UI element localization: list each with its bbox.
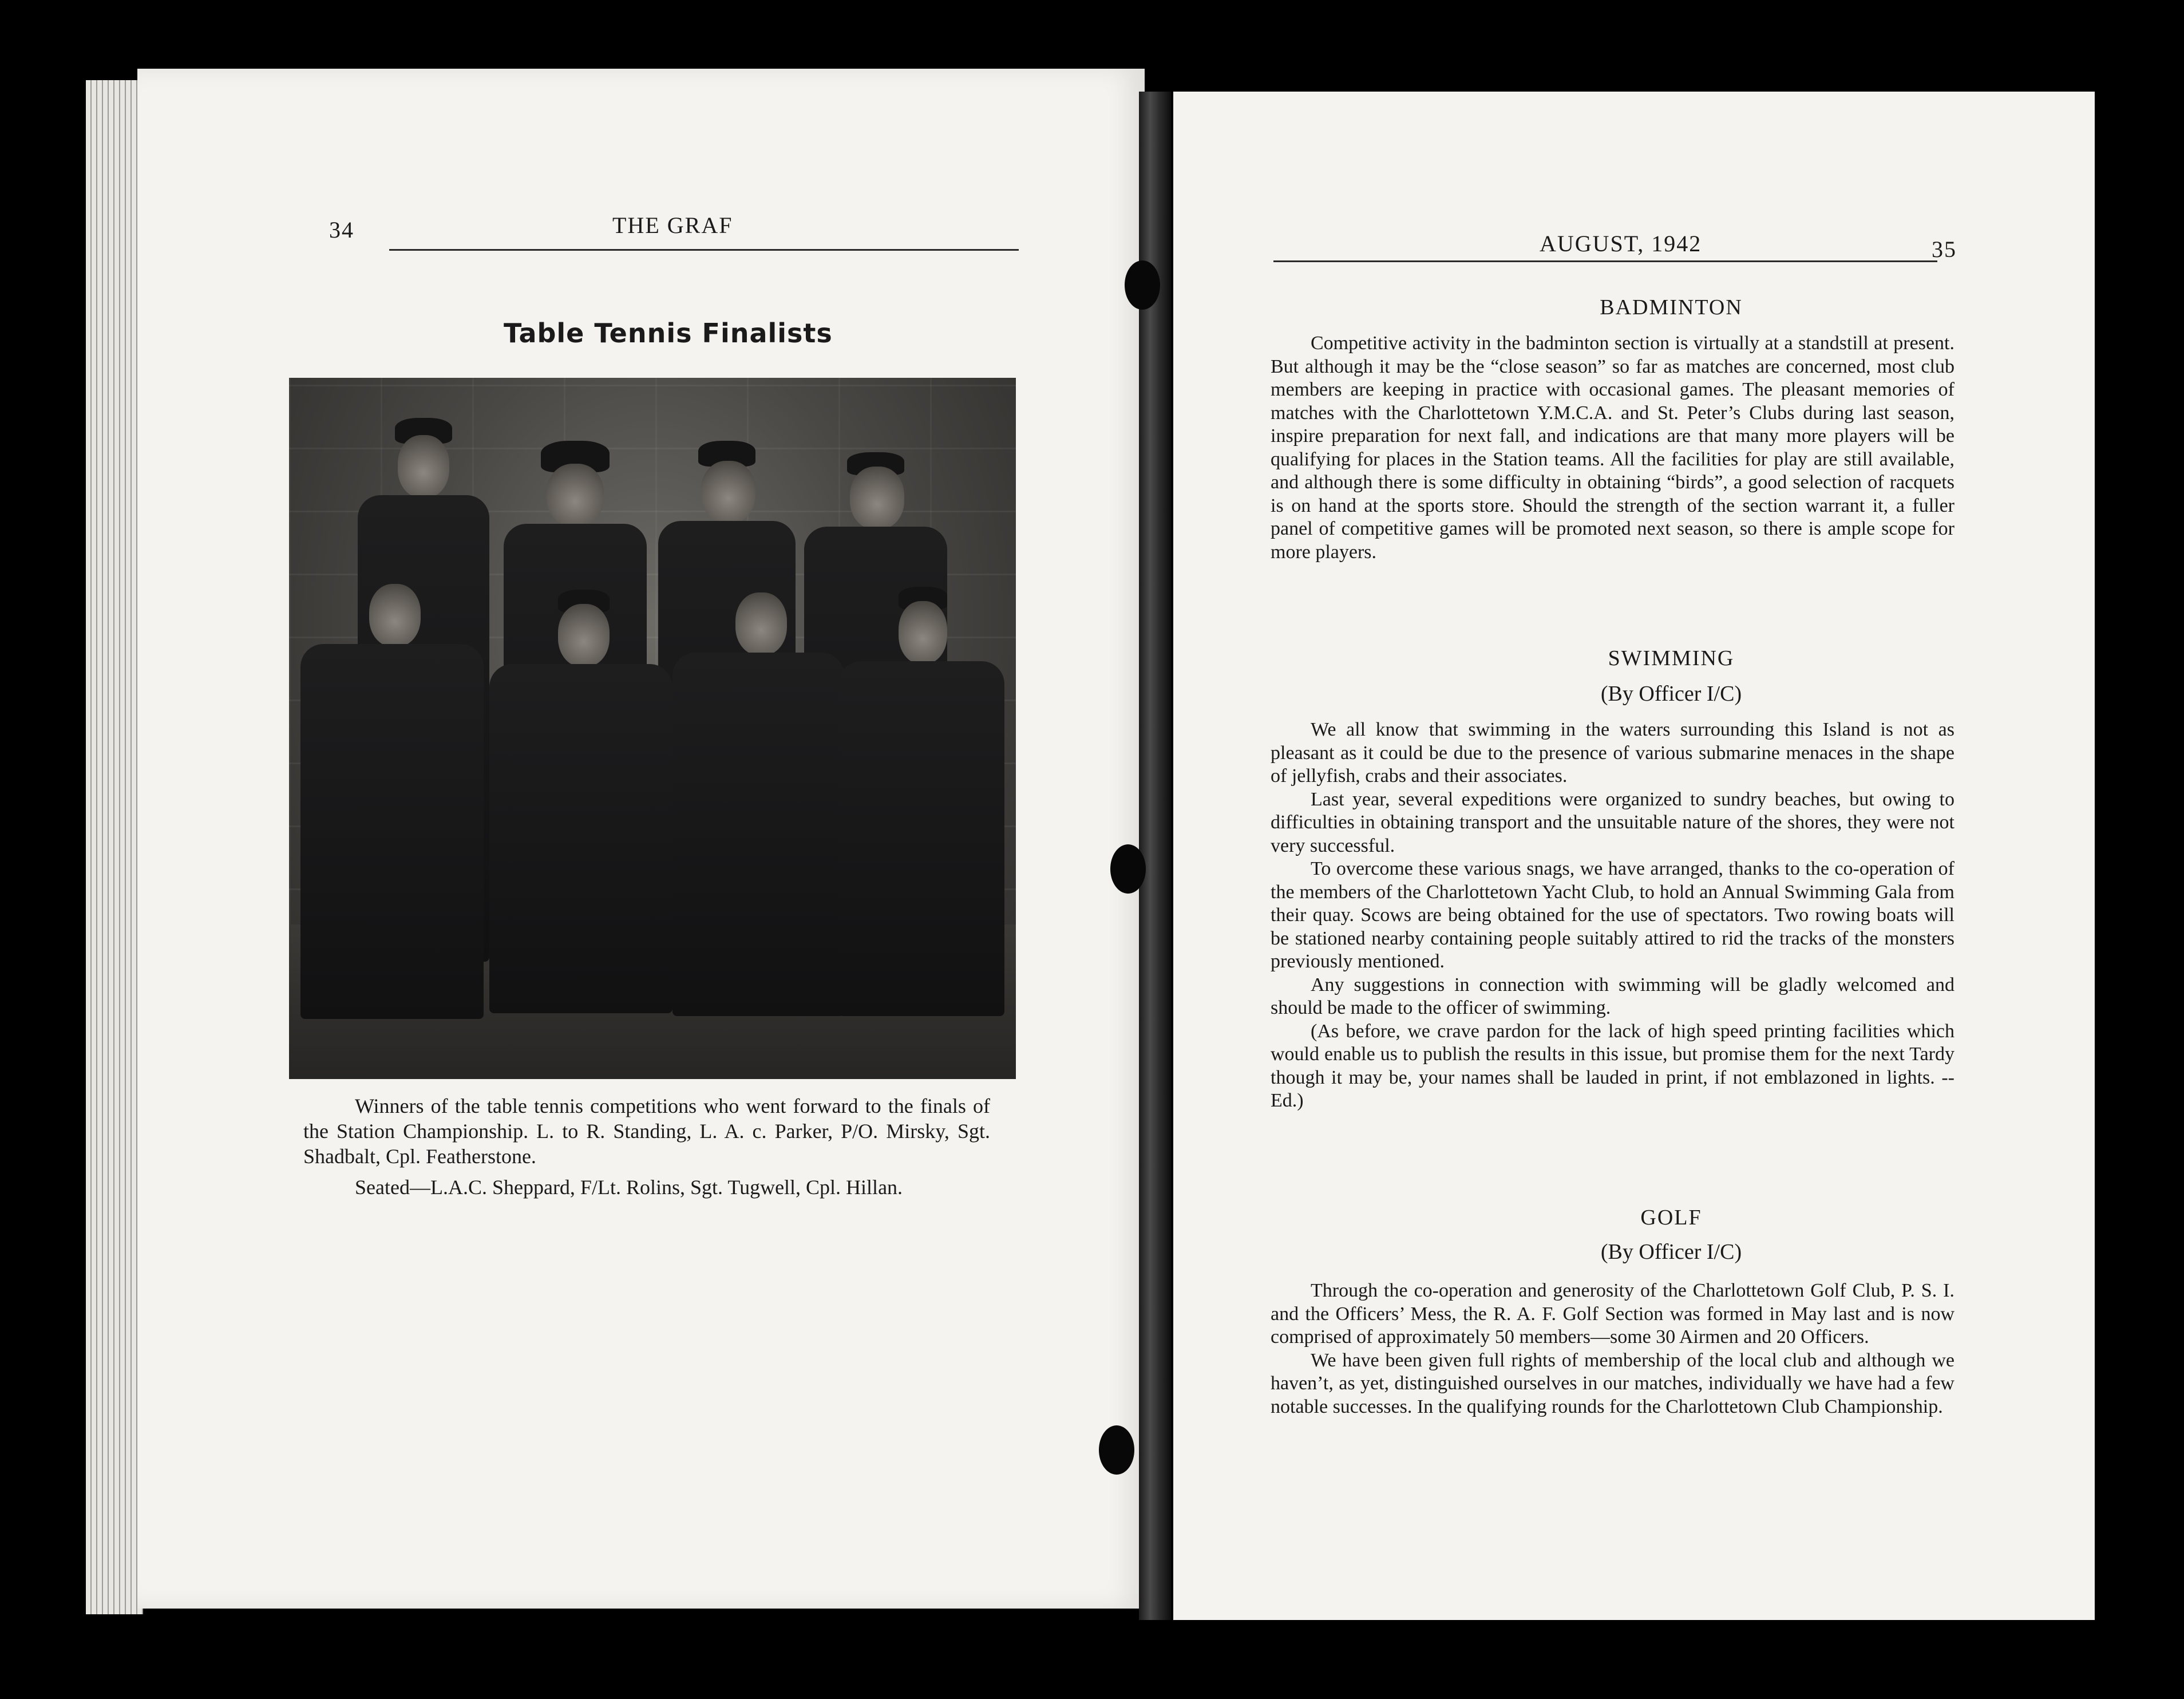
book-gutter: [1139, 92, 1171, 1620]
body-paragraph: Last year, several expeditions were organized to sundry beaches, but owing to difficulties in obtaining transport and the unsuitable nature of the shores, they were not very successful.: [1271, 788, 1954, 856]
page-edges: [86, 80, 143, 1614]
header-rule-left: [389, 249, 1019, 251]
right-running-title: AUGUST, 1942: [1540, 231, 1702, 256]
binding-hole-bottom: [1099, 1425, 1134, 1475]
figure-head: [850, 467, 904, 530]
figure-head: [558, 604, 610, 667]
body-paragraph: (As before, we crave pardon for the lack of high speed printing facilities which would enable us to publish the results in this issue, but promise them for the next Tardy though it may be, your names shall be lauded in print, if not emblazoned in lights. --Ed.): [1271, 1020, 1954, 1111]
body-paragraph: We have been given full rights of membership of the local club and although we haven’t, as yet, distinguished ourselves in our matches, individually we have had a few notable successes. In the qualifying rounds for the Charlottetown Club Championship.: [1271, 1349, 1954, 1417]
swimming-text: [1271, 718, 1954, 1113]
header-rule-right: [1273, 260, 1937, 262]
body-paragraph: Competitive activity in the badminton section is virtually at a standstill at present. But although it may be the “close season” so far as matches are concerned, most club members are keeping in practice with occasional games. The pleasant memories of matches with the Charlottetown Y.M.C.A. and St. Peter’s Clubs during last season, inspire preparation for next fall, and indications are that many more players will be qualifying for places in the Station teams. All the facilities for play are still available, and although there is some difficulty in obtaining “birds”, a good selection of racquets is on hand at the sports store. Should the strength of the section warrant it, a fuller panel of competitive games will be promoted next season, so there is ample scope for more players.: [1271, 333, 1954, 563]
badminton-heading: BADMINTON: [1600, 295, 1743, 319]
swimming-heading: SWIMMING: [1608, 646, 1735, 670]
photo-caption: [303, 1093, 990, 1200]
team-photograph: [289, 378, 1016, 1079]
body-paragraph: Any suggestions in connection with swimming will be gladly welcomed and should be made to the officer of swimming.: [1271, 974, 1954, 1018]
body-paragraph: Through the co-operation and generosity of the Charlottetown Golf Club, P. S. I. and the Officers’ Mess, the R. A. F. Golf Section was formed in May last and is now comprised of approximately 50 members—some 30 Airmen and 20 Officers.: [1271, 1280, 1954, 1348]
golf-text: [1271, 1279, 1954, 1419]
figure-head: [547, 464, 604, 527]
caption-paragraph: Winners of the table tennis competitions who went forward to the finals of the Station Championship. L. to R. Standing, L. A. c. Parker, P/O. Mirsky, Sgt. Shadbalt, Cpl. Featherstone.: [303, 1095, 990, 1168]
figure-body: [300, 644, 484, 1019]
left-running-title: THE GRAF: [612, 212, 733, 238]
golf-byline: (By Officer I/C): [1600, 1240, 1742, 1264]
article-title: Table Tennis Finalists: [504, 318, 833, 349]
seated-figure-1: [300, 584, 484, 1019]
body-paragraph: We all know that swimming in the waters surrounding this Island is not as pleasant as it could be due to the presence of various submarine menaces in the shape of jellyfish, crabs and their associates.: [1271, 719, 1954, 787]
caption-paragraph: Seated—L.A.C. Sheppard, F/Lt. Rolins, Sgt. Tugwell, Cpl. Hillan.: [355, 1176, 903, 1199]
figure-body: [489, 664, 672, 1013]
golf-heading: GOLF: [1640, 1206, 1702, 1230]
seated-figure-3: [672, 592, 844, 1016]
swimming-byline: (By Officer I/C): [1600, 682, 1742, 706]
figure-head: [899, 601, 947, 664]
binding-hole-top: [1125, 260, 1160, 310]
figure-head: [701, 461, 755, 524]
figure-body: [672, 653, 844, 1016]
badminton-text: [1271, 332, 1954, 564]
seated-figure-2: [489, 590, 672, 1013]
figure-head: [398, 435, 449, 498]
left-page-number: 34: [329, 217, 354, 243]
body-paragraph: To overcome these various snags, we have arranged, thanks to the co-operation of the members of the Charlottetown Yacht Club, to hold an Annual Swimming Gala from their quay. Scows are being obtained for the use of spectators. Two rowing boats will be stationed nearby containing people suitably attired to rid the tracks of the monsters previously mentioned.: [1271, 858, 1954, 972]
seated-figure-4: [838, 587, 1004, 1016]
binding-hole-middle: [1110, 844, 1146, 894]
figure-head: [735, 592, 787, 655]
figure-head: [369, 584, 421, 647]
right-page-number: 35: [1932, 236, 1957, 262]
figure-body: [838, 661, 1004, 1016]
